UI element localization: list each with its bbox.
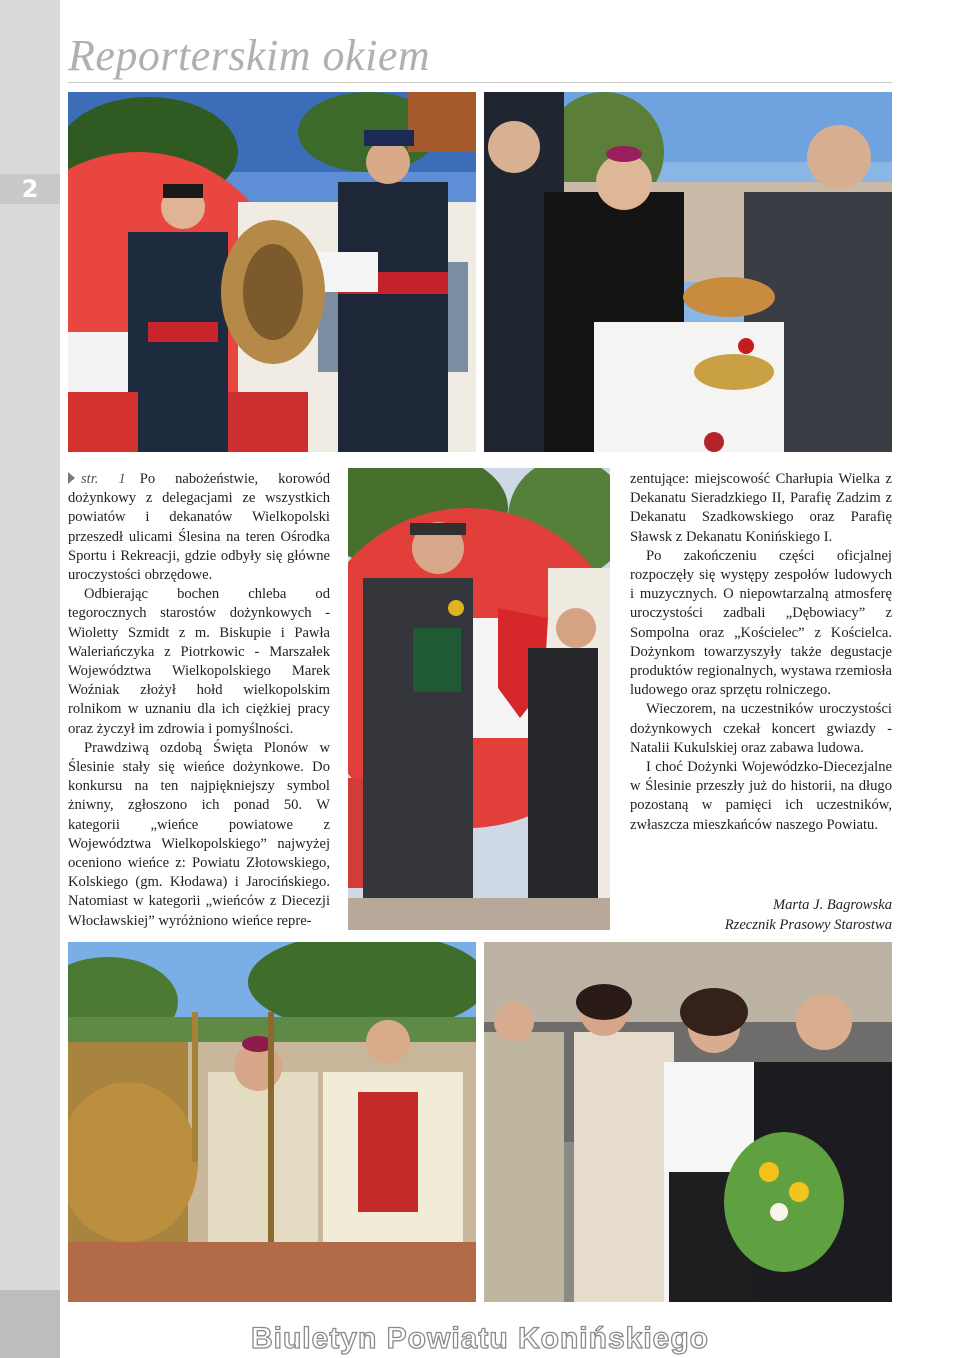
photo-procession <box>68 942 476 1302</box>
page-sidebar <box>0 0 60 1358</box>
author-role: Rzecznik Prasowy Starostwa <box>724 917 892 933</box>
page-number: 2 <box>0 174 60 204</box>
paragraph: Wieczorem, na uczestników uroczystości dożynkowych czekał koncert gwiazdy - Natalii Kukulskiej oraz zabawa ludowa. <box>630 701 892 756</box>
article-column-1 <box>68 470 330 931</box>
paragraph: Odbierając bochen chleba od tegorocznych starostów dożynkowych - Wioletty Szmidt z m. Biskupie i Pawła Waleriańczyka z Piotrkowic - Marszałek Województwa Wielkopolskiego Marek Woźniak złożył hołd wielkopolskim rolnikom w uznaniu dla ich ciężkiej pracy oraz życzył im zdrowia i pomyślności. <box>68 586 330 737</box>
author-name: Marta J. Bagrowska <box>772 897 892 913</box>
paragraph: Po zakończeniu części oficjalnej rozpoczęły się występy zespołów ludowych i muzycznych. O niepowtarzalną atmosferę uroczystości zadbali „Dębowiacy” z Sompolna oraz „Kościelec” z Kościelca. Dożynkom towarzyszyły także degustacje produktów regionalnych, wystawa rzemiosła ludowego oraz sprzętu rolniczego. <box>630 547 892 699</box>
paragraph: I choć Dożynki Wojewódzko-Diecezjalne w Ślesinie przeszły już do historii, na długo pozostaną w pamięci ich uczestników, zwłaszcza mieszkańców naszego Powiatu. <box>630 759 892 833</box>
photo-speaker <box>348 468 610 930</box>
photo-folk-wreath <box>68 92 476 452</box>
photo-speaker-image <box>348 468 610 930</box>
title-rule <box>68 82 892 83</box>
paragraph: zentujące: miejscowość Charłupia Wielka z Dekanatu Sieradzkiego II, Parafię Zadzim z Dekanatu Szadkowskiego oraz Parafię Sławsk z Dekanatu Konińskiego I. <box>630 471 892 545</box>
arrow-marker-icon <box>68 472 75 484</box>
paragraph: Prawdziwą ozdobą Święta Plonów w Ślesinie stały się wieńce dożynkowe. Do konkursu na ten najpiękniejszy symbol żniwny, zgłoszono ich ponad 50. W kategorii „wieńce powiatowe z Województwa Wielkopolskiego” najwyżej oceniono wieńce z: Powiatu Złotowskiego, Kolskiego (gm. Kłodawa) i Jarocińskiego. Natomiast w kategorii „wieńców z Diecezji Włocławskiej” wyróżniono wieńce repre- <box>68 739 330 929</box>
photo-folk-wreath-image <box>68 92 476 452</box>
paragraph <box>68 470 330 585</box>
article-column-2 <box>630 470 892 835</box>
photo-bishop-bread <box>484 92 892 452</box>
photo-audience <box>484 942 892 1302</box>
author-signature <box>630 895 892 935</box>
sidebar-footer-block <box>0 1290 60 1358</box>
photo-procession-image <box>68 942 476 1302</box>
paragraph-text: Po nabożeństwie, korowód dożynkowy z delegacjami ze wszystkich powiatów i dekanatów Wielkopolski przeszedł ulicami Ślesina na teren Ośrodka Sportu i Rekreacji, gdzie odbyły się główne uroczystości obrzędowe. <box>68 471 330 584</box>
page-reference: str. 1 <box>81 471 126 487</box>
photo-bishop-bread-image <box>484 92 892 452</box>
page-title: Reporterskim okiem <box>68 31 431 80</box>
publication-footer: Biuletyn Powiatu Konińskiego <box>250 1322 710 1355</box>
photo-audience-image <box>484 942 892 1302</box>
